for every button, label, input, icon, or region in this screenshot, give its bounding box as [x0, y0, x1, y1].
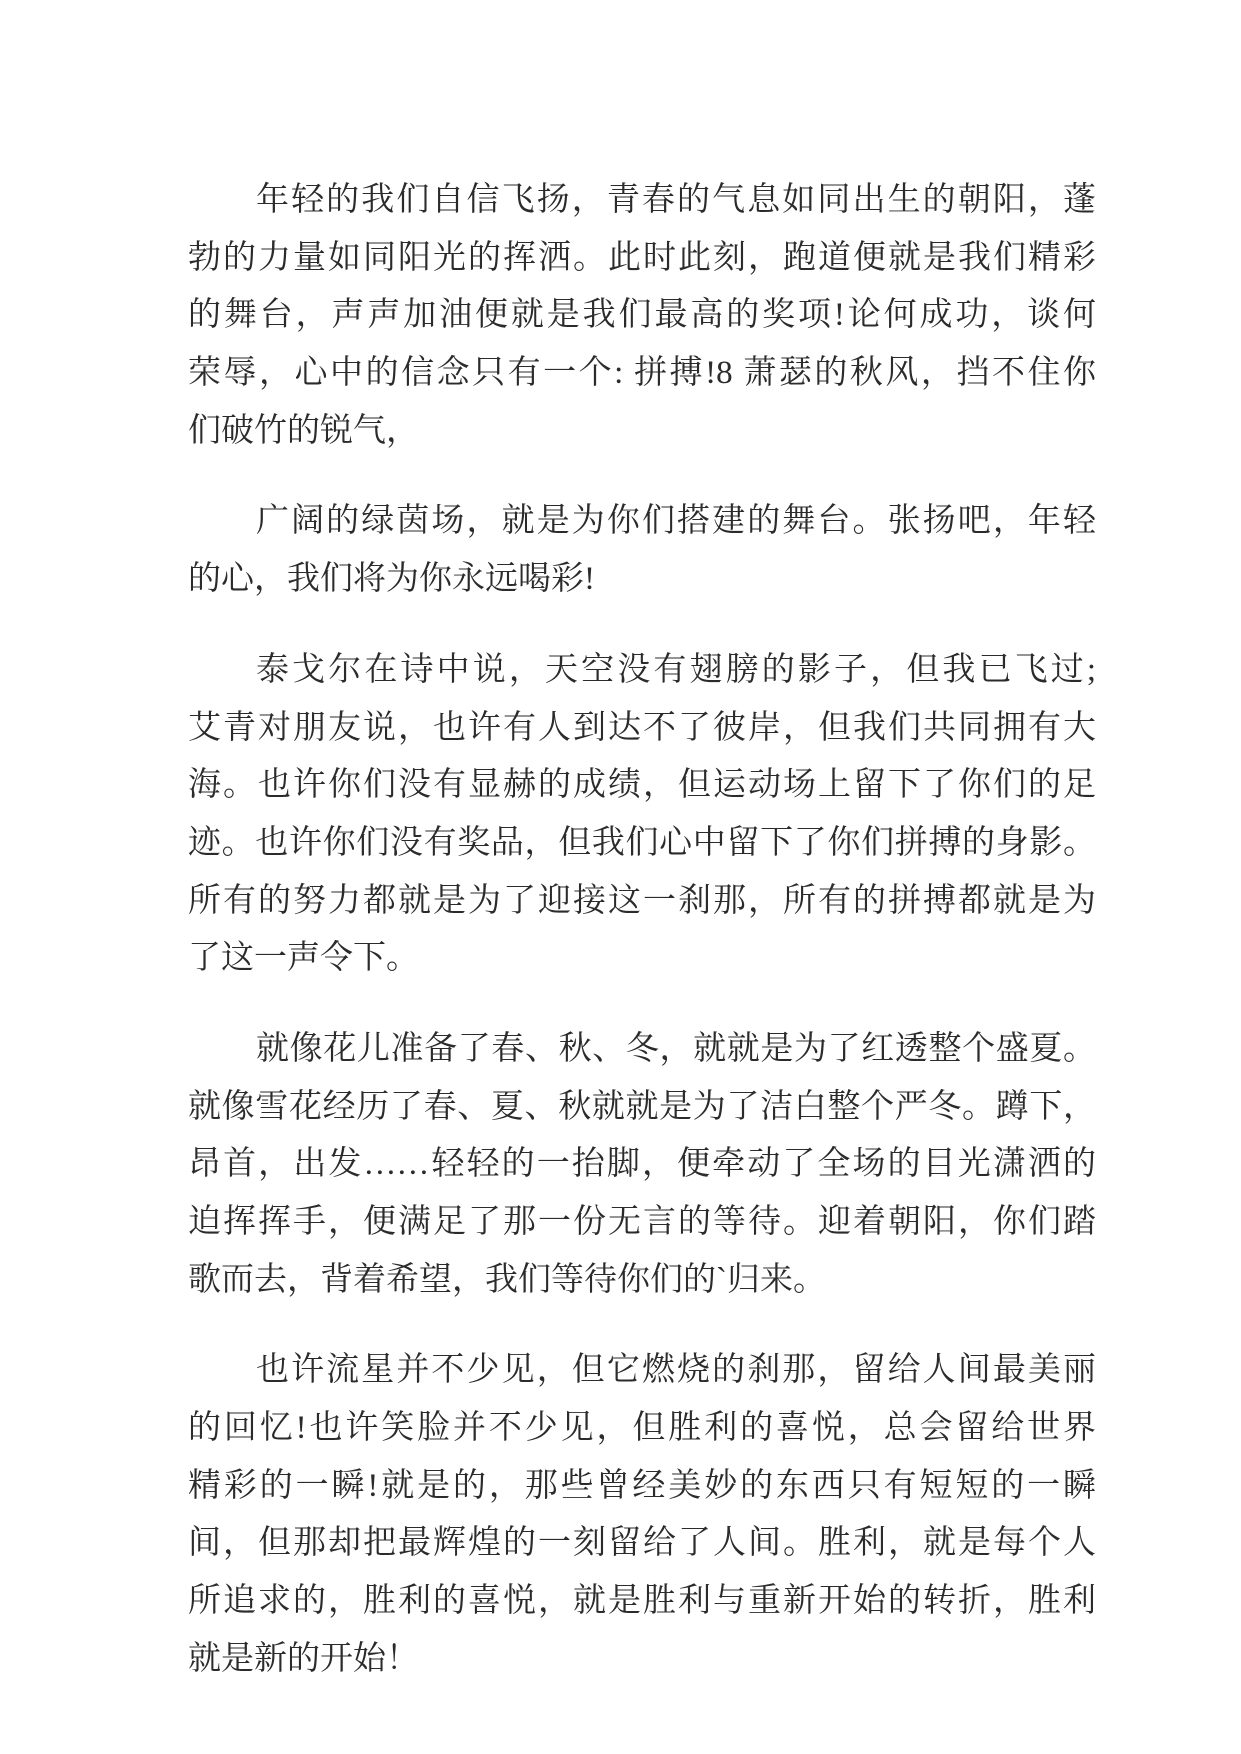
text-line: 海。也许你们没有显赫的成绩，但运动场上留下了你们的足	[188, 767, 1096, 804]
text-line: 就像雪花经历了春、夏、秋就就是为了洁白整个严冬。蹲下，	[188, 1088, 1096, 1125]
text-line: 泰戈尔在诗中说，天空没有翅膀的影子，但我已飞过;	[256, 651, 1096, 688]
text-line: 荣辱，心中的信念只有一个: 拼搏!8 萧瑟的秋风，挡不住你	[188, 355, 1096, 392]
text-line: 也许流星并不少见，但它燃烧的刹那，留给人间最美丽	[256, 1352, 1096, 1389]
text-line: 年轻的我们自信飞扬，青春的气息如同出生的朝阳，蓬	[256, 182, 1096, 218]
text-line: 们破竹的锐气，	[188, 412, 419, 449]
text-line: 迹。也许你们没有奖品，但我们心中留下了你们拼搏的身影。	[188, 824, 1096, 861]
text-line: 间，但那却把最辉煌的一刻留给了人间。胜利，就是每个人	[188, 1525, 1096, 1562]
document-body	[188, 172, 1096, 1722]
text-line: 就是新的开始！	[188, 1640, 419, 1677]
text-line: 了这一声令下。	[188, 940, 419, 977]
text-line: 昂首，出发……轻轻的一抬脚，便牵动了全场的目光潇洒的	[188, 1146, 1096, 1183]
text-line: 的舞台，声声加油便就是我们最高的奖项!论何成功，谈何	[188, 297, 1096, 334]
text-line: 歌而去，背着希望，我们等待你们的`归来。	[188, 1261, 826, 1298]
text-line: 广阔的绿茵场，就是为你们搭建的舞台。张扬吧，年轻	[256, 503, 1096, 540]
text-line: 所有的努力都就是为了迎接这一刹那，所有的拼搏都就是为	[188, 882, 1096, 919]
text-line: 精彩的一瞬!就是的，那些曾经美妙的东西只有短短的一瞬	[188, 1467, 1096, 1504]
text-line: 就像花儿准备了春、秋、冬，就就是为了红透整个盛夏。	[256, 1030, 1096, 1067]
text-line: 迫挥挥手，便满足了那一份无言的等待。迎着朝阳，你们踏	[188, 1204, 1096, 1240]
text-line: 的回忆!也许笑脸并不少见，但胜利的喜悦，总会留给世界	[188, 1410, 1096, 1447]
text-line: 勃的力量如同阳光的挥洒。此时此刻，跑道便就是我们精彩	[188, 239, 1096, 276]
text-line: 的心，我们将为你永远喝彩!	[188, 561, 595, 598]
text-line: 所追求的，胜利的喜悦，就是胜利与重新开始的转折，胜利	[188, 1583, 1096, 1620]
text-line: 艾青对朋友说，也许有人到达不了彼岸，但我们共同拥有大	[188, 709, 1096, 746]
